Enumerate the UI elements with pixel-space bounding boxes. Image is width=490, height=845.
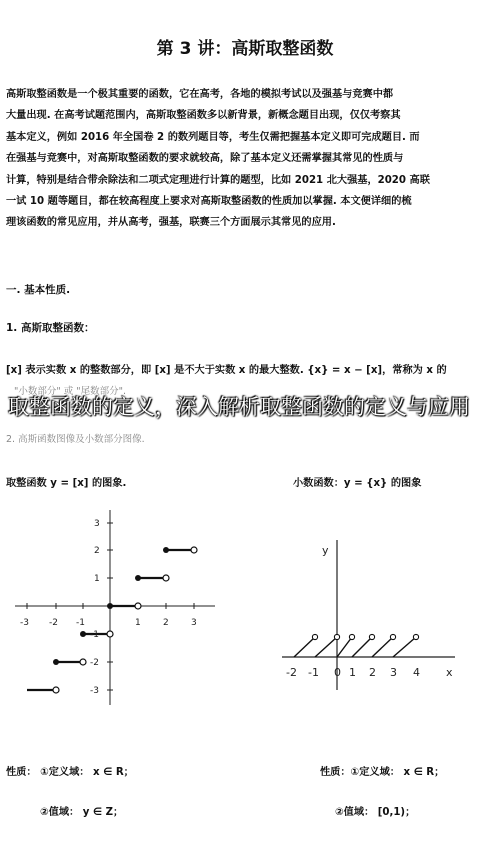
- subsection-heading-2: 2. 高斯函数图像及小数部分图像.: [6, 434, 145, 445]
- fractional-part-graph: [270, 520, 470, 695]
- x-tick-label: 3: [390, 666, 397, 679]
- y-tick-label: 2: [94, 546, 100, 556]
- definition-line: [x] 表示实数 x 的整数部分，即 [x] 是不大于实数 x 的最大整数. {x} = x − [x]，常称为 x 的: [6, 365, 447, 376]
- x-tick-label: -1: [308, 666, 319, 679]
- y-tick-label: 3: [94, 519, 100, 529]
- property-domain-left: 性质： ①定义域： x ∈ R；: [6, 767, 134, 778]
- x-tick-label: 3: [191, 618, 197, 628]
- sawtooth-segment: [294, 637, 315, 657]
- property-domain-right: 性质：①定义域： x ∈ R；: [320, 767, 445, 778]
- sawtooth-segment: [315, 637, 337, 657]
- intro-line: 在强基与竞赛中，对高斯取整函数的要求就较高，除了基本定义还需掌握其常见的性质与: [6, 153, 404, 165]
- intro-line: 计算，特别是结合带余除法和二项式定理进行计算的题型，比如 2021 北大强基，2020 高联: [6, 174, 430, 186]
- x-tick-label: 2: [163, 618, 169, 628]
- page-title: 第 3 讲：高斯取整函数: [156, 39, 334, 59]
- x-tick-label: 1: [135, 618, 141, 628]
- intro-paragraph: [6, 84, 484, 234]
- sawtooth-segment: [337, 637, 352, 657]
- section-heading: 一. 基本性质.: [6, 284, 71, 296]
- x-tick-label: -1: [76, 618, 85, 628]
- x-tick-label: -2: [49, 618, 58, 628]
- right-graph-title: 小数函数：y = {x} 的图象: [293, 478, 422, 489]
- floor-function-graph: [0, 505, 230, 715]
- x-axis-label: x: [446, 666, 453, 679]
- x-tick-label: 4: [413, 666, 420, 679]
- y-tick-label: -2: [90, 658, 99, 668]
- property-range-left: ②值域： y ∈ Z；: [40, 807, 124, 818]
- x-tick-label: 0: [334, 666, 341, 679]
- y-tick-label: 1: [94, 574, 100, 584]
- y-tick-label: -1: [90, 630, 99, 640]
- x-tick-label: -3: [20, 618, 29, 628]
- sawtooth-segment: [372, 637, 393, 657]
- sawtooth-segment: [393, 637, 416, 657]
- intro-line: 基本定义，例如 2016 年全国卷 2 的数列题目等，考生仅需把握基本定义即可完成题目. 而: [6, 131, 420, 143]
- property-range-right: ②值域： [0,1)；: [335, 807, 416, 818]
- intro-line: 一试 10 题等题目，都在较高程度上要求对高斯取整函数的性质加以掌握. 本文便详细的梳: [6, 196, 412, 208]
- sawtooth-segment: [352, 637, 372, 657]
- subsection-heading: 1. 高斯取整函数：: [6, 322, 95, 334]
- y-tick-label: -3: [90, 686, 99, 696]
- x-tick-label: 2: [369, 666, 376, 679]
- left-graph-title: 取整函数 y = [x] 的图象.: [6, 478, 127, 489]
- y-axis-label: y: [322, 544, 329, 557]
- intro-line: 高斯取整函数是一个极其重要的函数，它在高考，各地的模拟考试以及强基与竞赛中都: [6, 89, 394, 100]
- intro-line: 大量出现. 在高考试题范围内，高斯取整函数多以新背景，新概念题目出现，仅仅考察其: [6, 110, 401, 122]
- intro-line: 理该函数的常见应用，并从高考，强基，联赛三个方面展示其常见的应用.: [6, 217, 336, 229]
- fractional-part-note: "小数部分" 或 "尾数部分".: [14, 386, 127, 397]
- overlay-caption: 取整函数的定义，深入解析取整函数的定义与应用: [8, 395, 470, 419]
- x-tick-label: 1: [349, 666, 356, 679]
- x-tick-label: -2: [286, 666, 297, 679]
